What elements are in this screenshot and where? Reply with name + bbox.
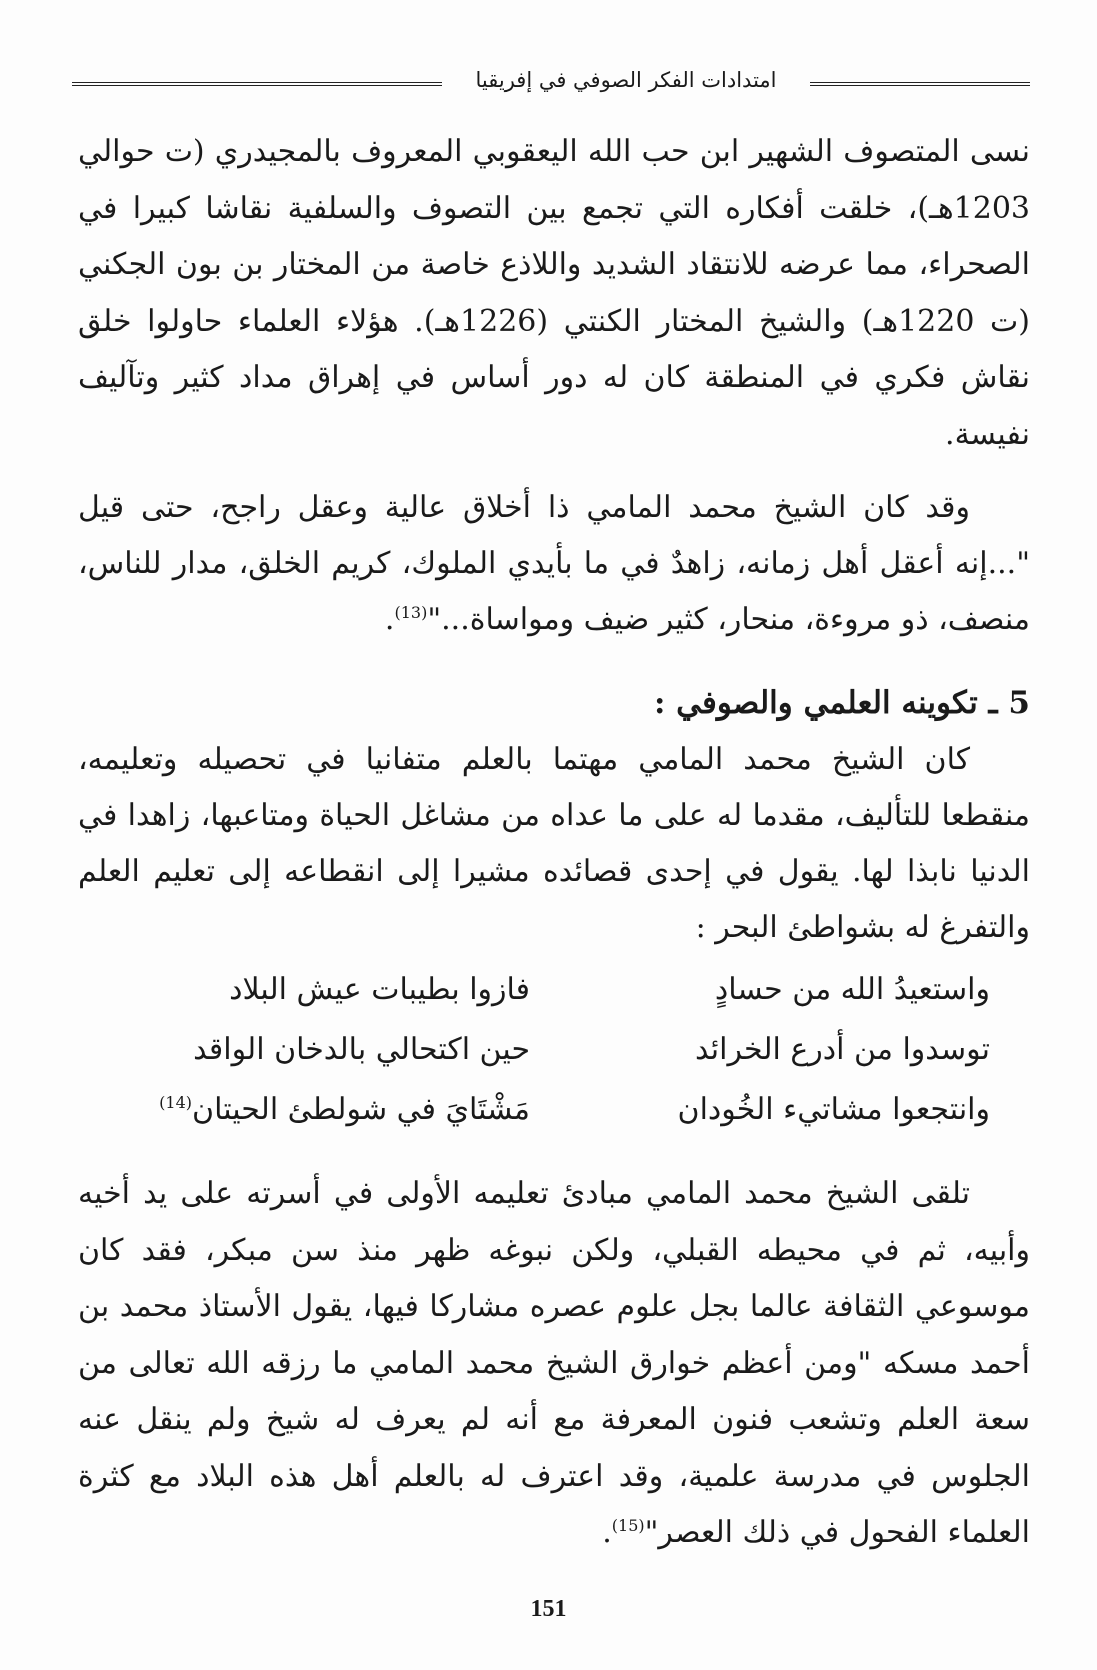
paragraph-learning-body: تلقى الشيخ محمد المامي مبادئ تعليمه الأولى في أسرته على يد أخيه وأبيه، ثم في محيطه القبلي، ولكن نبوغه ظهر منذ سن مبكر، فقد كان موسوعي الثقافة عالما بجل علوم عصره مشاركا فيها، يقول الأستاذ محمد بن أحمد مسكه "ومن أعظم خوارق الشيخ محمد المامي ما رزقه الله تعالى من سعة العلم وتشعب فنون المعرفة مع أنه لم يعرف له شيخ ولم ينقل عنه الجلوس في مدرسة علمية، وقد اعترف له بالعلم أهل هذه البلاد مع كثرة العلماء الفحول في ذلك العصر" bbox=[78, 1176, 1030, 1550]
paragraph-intro bbox=[78, 124, 1030, 463]
poem-line bbox=[110, 1020, 990, 1080]
poem-hemistich-first: توسدوا من أدرع الخرائد bbox=[695, 1032, 990, 1067]
poem-hemistich-first: واستعيدُ الله من حسادٍ bbox=[714, 972, 990, 1007]
paragraph-education-text: كان الشيخ محمد المامي مهتما بالعلم متفانيا في تحصيله وتعليمه، منقطعا للتأليف، مقدما له على ما عداه من مشاغل الحياة ومتاعبها، زاهدا في الدنيا نابذا لها. يقول في إحدى قصائده مشيرا إلى انقطاعه إلى تعليم العلم والتفرغ له بشواطئ البحر : bbox=[78, 742, 1030, 945]
paragraph-learning bbox=[78, 1166, 1030, 1562]
poem-hemistich-first: وانتجعوا مشاتيء الخُودان bbox=[677, 1092, 990, 1127]
paragraph-character-text bbox=[78, 480, 1030, 648]
poem-line bbox=[110, 960, 990, 1020]
paragraph-learning-end: . bbox=[602, 1515, 612, 1550]
poem-hemistich-second: حين اكتحالي بالدخان الواقد bbox=[193, 1032, 530, 1067]
section-heading: 5 ـ تكوينه العلمي والصوفي : bbox=[653, 685, 1030, 721]
footnote-ref-14: (14) bbox=[159, 1093, 193, 1112]
poem bbox=[110, 960, 990, 1140]
paragraph-learning-text bbox=[78, 1166, 1030, 1562]
footnote-ref-15: (15) bbox=[611, 1516, 645, 1535]
paragraph-intro-text: نسى المتصوف الشهير ابن حب الله اليعقوبي المعروف بالمجيدري (ت حوالي 1203هـ)، خلقت أفكاره التي تجمع بين التصوف والسلفية نقاشا كبيرا في الصحراء، مما عرضه للانتقاد الشديد واللاذع خاصة من المختار بن بون الجكني (ت 1220هـ) والشيخ المختار الكنتي (1226هـ). هؤلاء العلماء حاولوا خلق نقاش فكري في المنطقة كان له دور أساس في إهراق مداد كثير وتآليف نفيسة. bbox=[78, 134, 1030, 452]
running-header bbox=[72, 58, 1030, 98]
running-header-title: امتدادات الفكر الصوفي في إفريقيا bbox=[442, 62, 810, 98]
paragraph-education bbox=[78, 732, 1030, 956]
poem-line bbox=[110, 1080, 990, 1140]
poem-hemistich-second-text: مَشْتَايَ في شولطئ الحيتان bbox=[192, 1092, 530, 1127]
paragraph-character bbox=[78, 480, 1030, 648]
poem-hemistich-second bbox=[110, 1080, 530, 1140]
footnote-ref-13: (13) bbox=[394, 603, 428, 622]
poem-hemistich-second: فازوا بطيبات عيش البلاد bbox=[229, 972, 530, 1007]
paragraph-character-body: وقد كان الشيخ محمد المامي ذا أخلاق عالية وعقل راجح، حتى قيل "...إنه أعقل أهل زمانه، زاهدٌ في ما بأيدي الملوك، كريم الخلق، مدار للناس، منصف، ذو مروءة، منحار، كثير ضيف ومواساة..." bbox=[78, 490, 1030, 637]
paragraph-character-end: . bbox=[384, 602, 395, 637]
page-number: 151 bbox=[530, 1596, 567, 1622]
